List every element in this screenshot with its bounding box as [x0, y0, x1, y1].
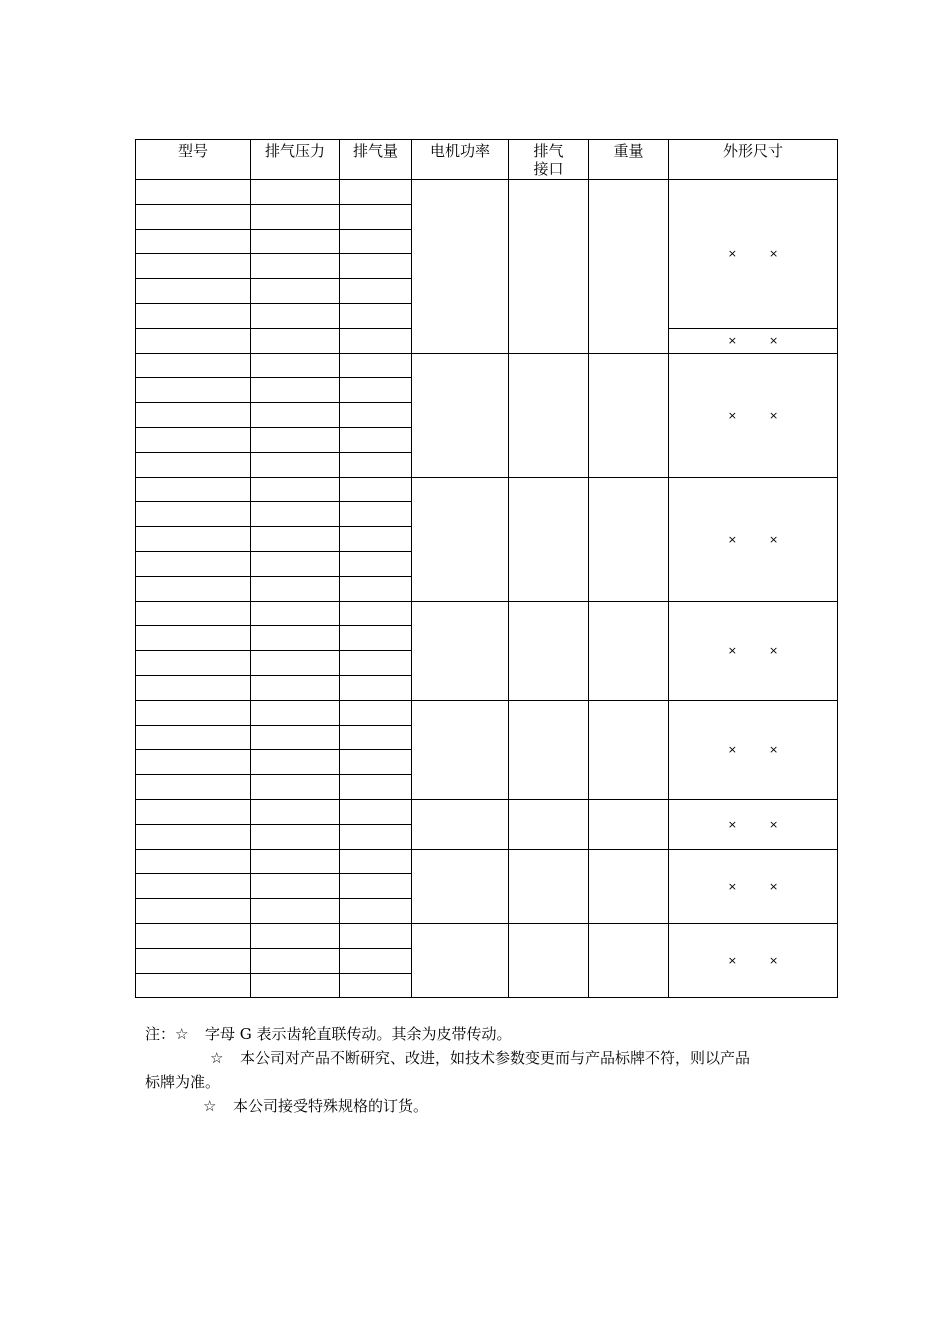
cell-outlet	[509, 700, 589, 799]
cell-model	[136, 824, 251, 849]
header-model: 型号	[136, 140, 251, 180]
cell-motor-power	[412, 353, 509, 477]
star-icon: ☆	[203, 1097, 217, 1115]
cell-displacement	[340, 651, 412, 676]
cell-displacement	[340, 775, 412, 800]
cell-displacement	[340, 725, 412, 750]
header-motor-power: 电机功率	[412, 140, 509, 180]
cell-model	[136, 303, 251, 328]
cell-pressure	[251, 799, 340, 824]
dim-mark: ×	[727, 743, 737, 757]
cell-model	[136, 576, 251, 601]
cell-displacement	[340, 353, 412, 378]
dim-mark: ×	[769, 954, 779, 968]
cell-displacement	[340, 303, 412, 328]
cell-displacement	[340, 403, 412, 428]
cell-model	[136, 750, 251, 775]
cell-pressure	[251, 403, 340, 428]
table-row	[136, 180, 838, 205]
table-row	[136, 477, 838, 502]
cell-pressure	[251, 180, 340, 205]
cell-dimensions	[669, 700, 838, 799]
cell-displacement	[340, 626, 412, 651]
note-line-1	[145, 1022, 815, 1046]
cell-displacement	[340, 427, 412, 452]
cell-displacement	[340, 477, 412, 502]
header-dimensions: 外形尺寸	[669, 140, 838, 180]
cell-pressure	[251, 775, 340, 800]
cell-motor-power	[412, 477, 509, 601]
cell-displacement	[340, 378, 412, 403]
cell-motor-power	[412, 180, 509, 354]
cell-pressure	[251, 651, 340, 676]
cell-displacement	[340, 204, 412, 229]
dim-mark: ×	[769, 879, 779, 893]
cell-model	[136, 204, 251, 229]
cell-pressure	[251, 874, 340, 899]
cell-dimensions	[669, 923, 838, 997]
cell-dimensions	[669, 799, 838, 849]
cell-displacement	[340, 750, 412, 775]
cell-model	[136, 353, 251, 378]
cell-pressure	[251, 254, 340, 279]
cell-model	[136, 229, 251, 254]
dim-mark: ×	[727, 817, 737, 831]
cell-displacement	[340, 948, 412, 973]
cell-pressure	[251, 502, 340, 527]
dim-mark: ×	[727, 879, 737, 893]
cell-displacement	[340, 254, 412, 279]
cell-weight	[589, 601, 669, 700]
cell-outlet	[509, 601, 589, 700]
cell-pressure	[251, 328, 340, 353]
cell-model	[136, 651, 251, 676]
cell-model	[136, 973, 251, 998]
dim-mark: ×	[727, 532, 737, 546]
cell-pressure	[251, 849, 340, 874]
cell-displacement	[340, 502, 412, 527]
star-icon: ☆	[175, 1025, 189, 1043]
cell-displacement	[340, 229, 412, 254]
table-row	[136, 799, 838, 824]
cell-weight	[589, 849, 669, 923]
notes-section	[145, 1022, 815, 1118]
cell-pressure	[251, 204, 340, 229]
spec-table	[135, 139, 838, 998]
dim-mark: ×	[727, 644, 737, 658]
cell-motor-power	[412, 700, 509, 799]
cell-pressure	[251, 427, 340, 452]
cell-dimensions	[669, 353, 838, 477]
cell-weight	[589, 353, 669, 477]
dim-mark: ×	[769, 743, 779, 757]
dim-mark: ×	[727, 954, 737, 968]
table-row	[136, 849, 838, 874]
cell-model	[136, 601, 251, 626]
cell-motor-power	[412, 601, 509, 700]
cell-model	[136, 799, 251, 824]
cell-displacement	[340, 576, 412, 601]
header-pressure: 排气压力	[251, 140, 340, 180]
cell-displacement	[340, 551, 412, 576]
note-line-2-cont	[145, 1070, 815, 1094]
cell-model	[136, 551, 251, 576]
cell-displacement	[340, 899, 412, 924]
cell-pressure	[251, 899, 340, 924]
cell-pressure	[251, 973, 340, 998]
cell-displacement	[340, 923, 412, 948]
cell-displacement	[340, 601, 412, 626]
header-outlet: 排气 接口	[509, 140, 589, 180]
cell-pressure	[251, 626, 340, 651]
cell-model	[136, 700, 251, 725]
dim-mark: ×	[727, 334, 737, 348]
cell-model	[136, 254, 251, 279]
cell-dimensions	[669, 601, 838, 700]
cell-model	[136, 626, 251, 651]
cell-motor-power	[412, 799, 509, 849]
cell-pressure	[251, 551, 340, 576]
cell-model	[136, 849, 251, 874]
cell-model	[136, 775, 251, 800]
cell-pressure	[251, 527, 340, 552]
cell-motor-power	[412, 923, 509, 997]
dim-mark: ×	[769, 532, 779, 546]
cell-dimensions	[669, 180, 838, 329]
cell-model	[136, 675, 251, 700]
cell-pressure	[251, 353, 340, 378]
cell-pressure	[251, 725, 340, 750]
cell-dimensions	[669, 477, 838, 601]
cell-model	[136, 899, 251, 924]
cell-pressure	[251, 378, 340, 403]
dim-mark: ×	[769, 408, 779, 422]
cell-pressure	[251, 303, 340, 328]
cell-model	[136, 328, 251, 353]
note-text-2: 本公司对产品不断研究、改进，如技术参数变更而与产品标牌不符，则以产品	[240, 1049, 751, 1067]
cell-displacement	[340, 328, 412, 353]
cell-pressure	[251, 279, 340, 304]
note-line-3	[145, 1094, 815, 1118]
cell-model	[136, 527, 251, 552]
cell-displacement	[340, 180, 412, 205]
table-row	[136, 923, 838, 948]
cell-weight	[589, 799, 669, 849]
cell-displacement	[340, 849, 412, 874]
cell-dimensions	[669, 328, 838, 353]
cell-displacement	[340, 874, 412, 899]
dim-mark: ×	[727, 408, 737, 422]
note-text-3: 本公司接受特殊规格的订货。	[233, 1097, 429, 1115]
cell-model	[136, 180, 251, 205]
cell-displacement	[340, 973, 412, 998]
cell-model	[136, 427, 251, 452]
dim-mark: ×	[769, 334, 779, 348]
dim-mark: ×	[727, 247, 737, 261]
note-line-2	[145, 1046, 815, 1070]
cell-model	[136, 477, 251, 502]
cell-model	[136, 502, 251, 527]
header-weight: 重量	[589, 140, 669, 180]
cell-outlet	[509, 923, 589, 997]
cell-model	[136, 725, 251, 750]
dim-mark: ×	[769, 644, 779, 658]
cell-displacement	[340, 799, 412, 824]
cell-pressure	[251, 576, 340, 601]
cell-outlet	[509, 849, 589, 923]
cell-weight	[589, 477, 669, 601]
cell-pressure	[251, 675, 340, 700]
cell-weight	[589, 923, 669, 997]
cell-motor-power	[412, 849, 509, 923]
dim-mark: ×	[769, 817, 779, 831]
cell-weight	[589, 700, 669, 799]
cell-pressure	[251, 923, 340, 948]
cell-pressure	[251, 700, 340, 725]
cell-model	[136, 923, 251, 948]
cell-outlet	[509, 477, 589, 601]
cell-displacement	[340, 279, 412, 304]
cell-displacement	[340, 700, 412, 725]
cell-displacement	[340, 824, 412, 849]
table-row	[136, 601, 838, 626]
note-text-1: 字母 G 表示齿轮直联传动。其余为皮带传动。	[205, 1025, 512, 1043]
cell-model	[136, 874, 251, 899]
header-row	[136, 140, 838, 180]
cell-model	[136, 279, 251, 304]
cell-dimensions	[669, 849, 838, 923]
header-displacement: 排气量	[340, 140, 412, 180]
cell-pressure	[251, 750, 340, 775]
cell-pressure	[251, 229, 340, 254]
cell-pressure	[251, 452, 340, 477]
star-icon: ☆	[210, 1049, 224, 1067]
cell-outlet	[509, 180, 589, 354]
cell-pressure	[251, 477, 340, 502]
cell-model	[136, 948, 251, 973]
cell-outlet	[509, 799, 589, 849]
cell-model	[136, 403, 251, 428]
cell-pressure	[251, 824, 340, 849]
cell-outlet	[509, 353, 589, 477]
cell-displacement	[340, 527, 412, 552]
cell-pressure	[251, 601, 340, 626]
cell-displacement	[340, 675, 412, 700]
note-text-2-cont: 标牌为准。	[145, 1073, 221, 1091]
table-row	[136, 353, 838, 378]
note-prefix: 注：	[145, 1025, 176, 1043]
cell-model	[136, 378, 251, 403]
cell-displacement	[340, 452, 412, 477]
table-row	[136, 700, 838, 725]
cell-model	[136, 452, 251, 477]
cell-weight	[589, 180, 669, 354]
cell-pressure	[251, 948, 340, 973]
dim-mark: ×	[769, 247, 779, 261]
